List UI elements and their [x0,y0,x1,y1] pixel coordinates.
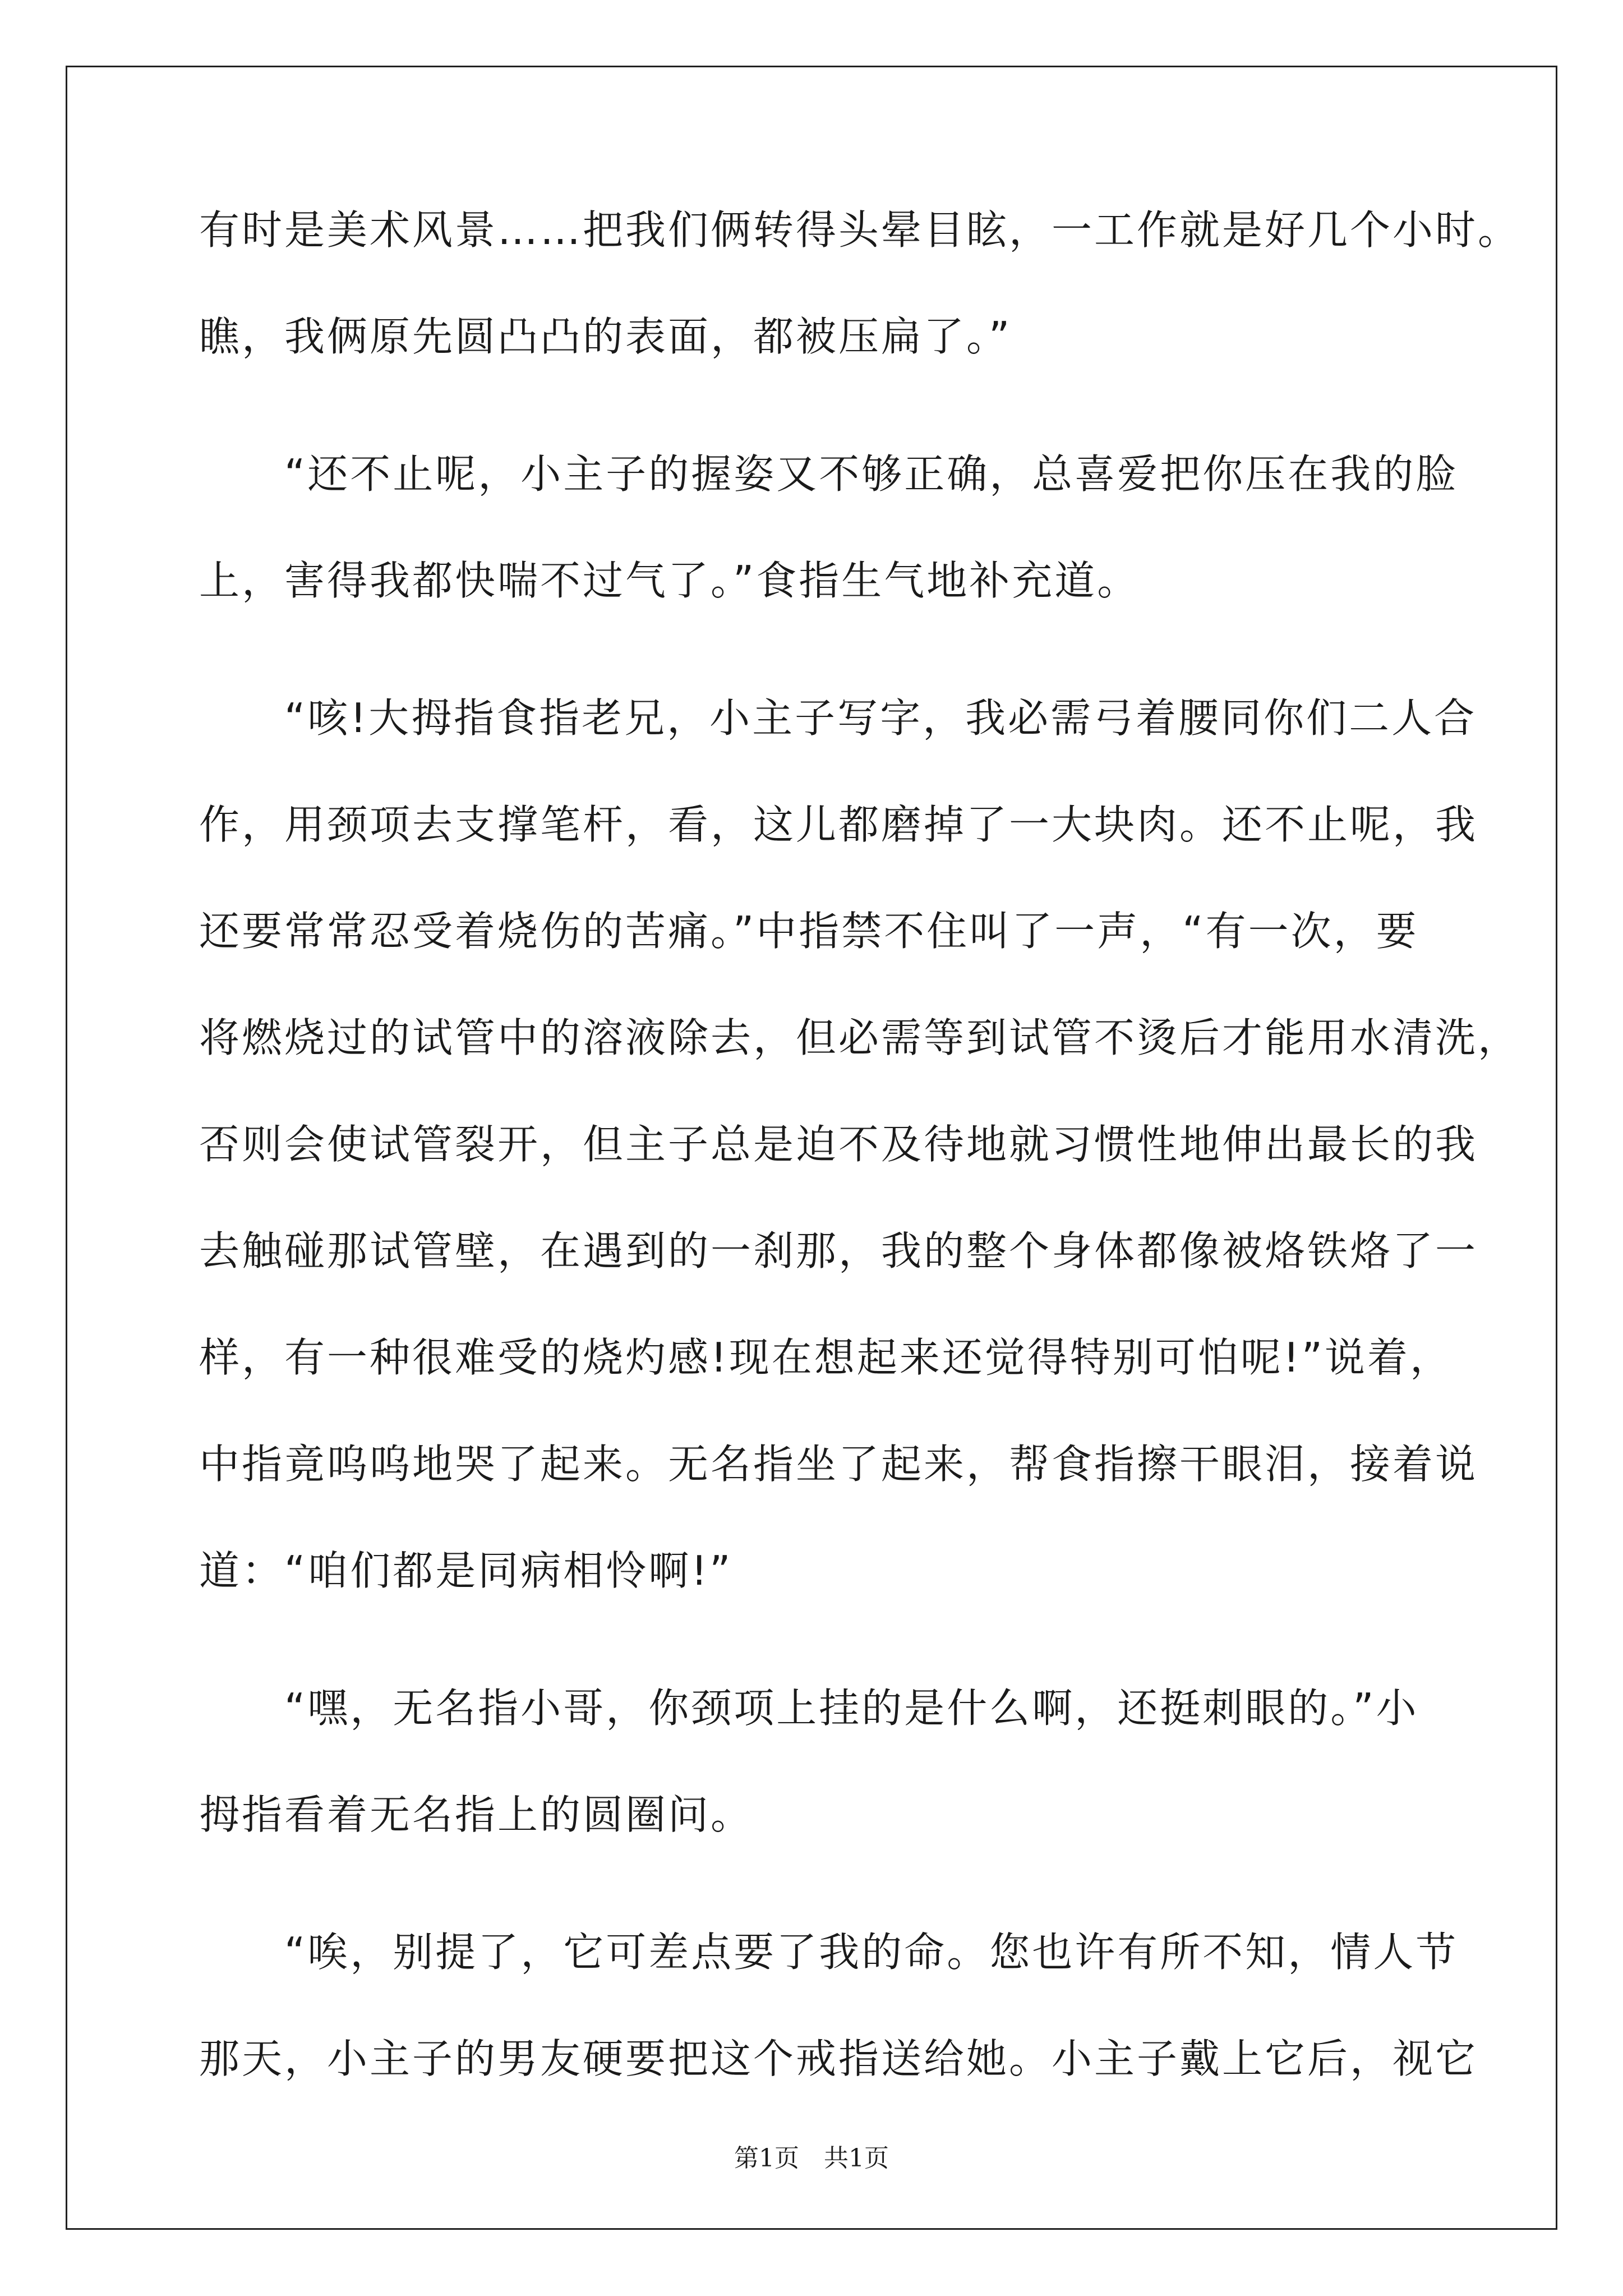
text-line: 去触碰那试管壁，在遇到的一刹那，我的整个身体都像被烙铁烙了一 [199,1227,1478,1274]
text-line: 将燃烧过的试管中的溶液除去，但必需等到试管不烫后才能用水清洗， [199,1014,1521,1061]
text-line: 瞧，我俩原先圆凸凸的表面，都被压扁了。” [199,313,1012,360]
text-line: “嘿，无名指小哥，你颈项上挂的是什么啊，还挺刺眼的。”小 [199,1685,1419,1732]
text-line: 否则会使试管裂开，但主子总是迫不及待地就习惯性地伸出最长的我 [199,1121,1478,1168]
text-line: “咳!大拇指食指老兄，小主子写字，我必需弓着腰同你们二人合 [199,694,1477,742]
text-line: 拇指看着无名指上的圆圈问。 [199,1791,754,1838]
text-line: 样，有一种很难受的烧灼感!现在想起来还觉得特别可怕呢!”说着， [199,1334,1453,1381]
text-line: “唉，别提了，它可差点要了我的命。您也许有所不知，情人节 [199,1929,1459,1976]
text-line: 中指竟呜呜地哭了起来。无名指坐了起来，帮食指擦干眼泪，接着说 [199,1441,1478,1488]
text-line: 那天，小主子的男友硬要把这个戒指送给她。小主子戴上它后，视它 [199,2035,1478,2082]
text-line: 上，害得我都快喘不过气了。”食指生气地补充道。 [199,557,1140,604]
text-line: 作，用颈项去支撑笔杆，看，这儿都磨掉了一大块肉。还不止呢，我 [199,801,1478,848]
text-line: 还要常常忍受着烧伤的苦痛。”中指禁不住叫了一声，“有一次，要 [199,908,1419,955]
text-line: 有时是美术风景……把我们俩转得头晕目眩，一工作就是好几个小时。 [199,206,1521,254]
page-footer: 第1页 共1页 [734,2144,889,2173]
text-line: 道：“咱们都是同病相怜啊!” [199,1547,733,1594]
text-line: “还不止呢，小主子的握姿又不够正确，总喜爱把你压在我的脸 [199,450,1459,498]
